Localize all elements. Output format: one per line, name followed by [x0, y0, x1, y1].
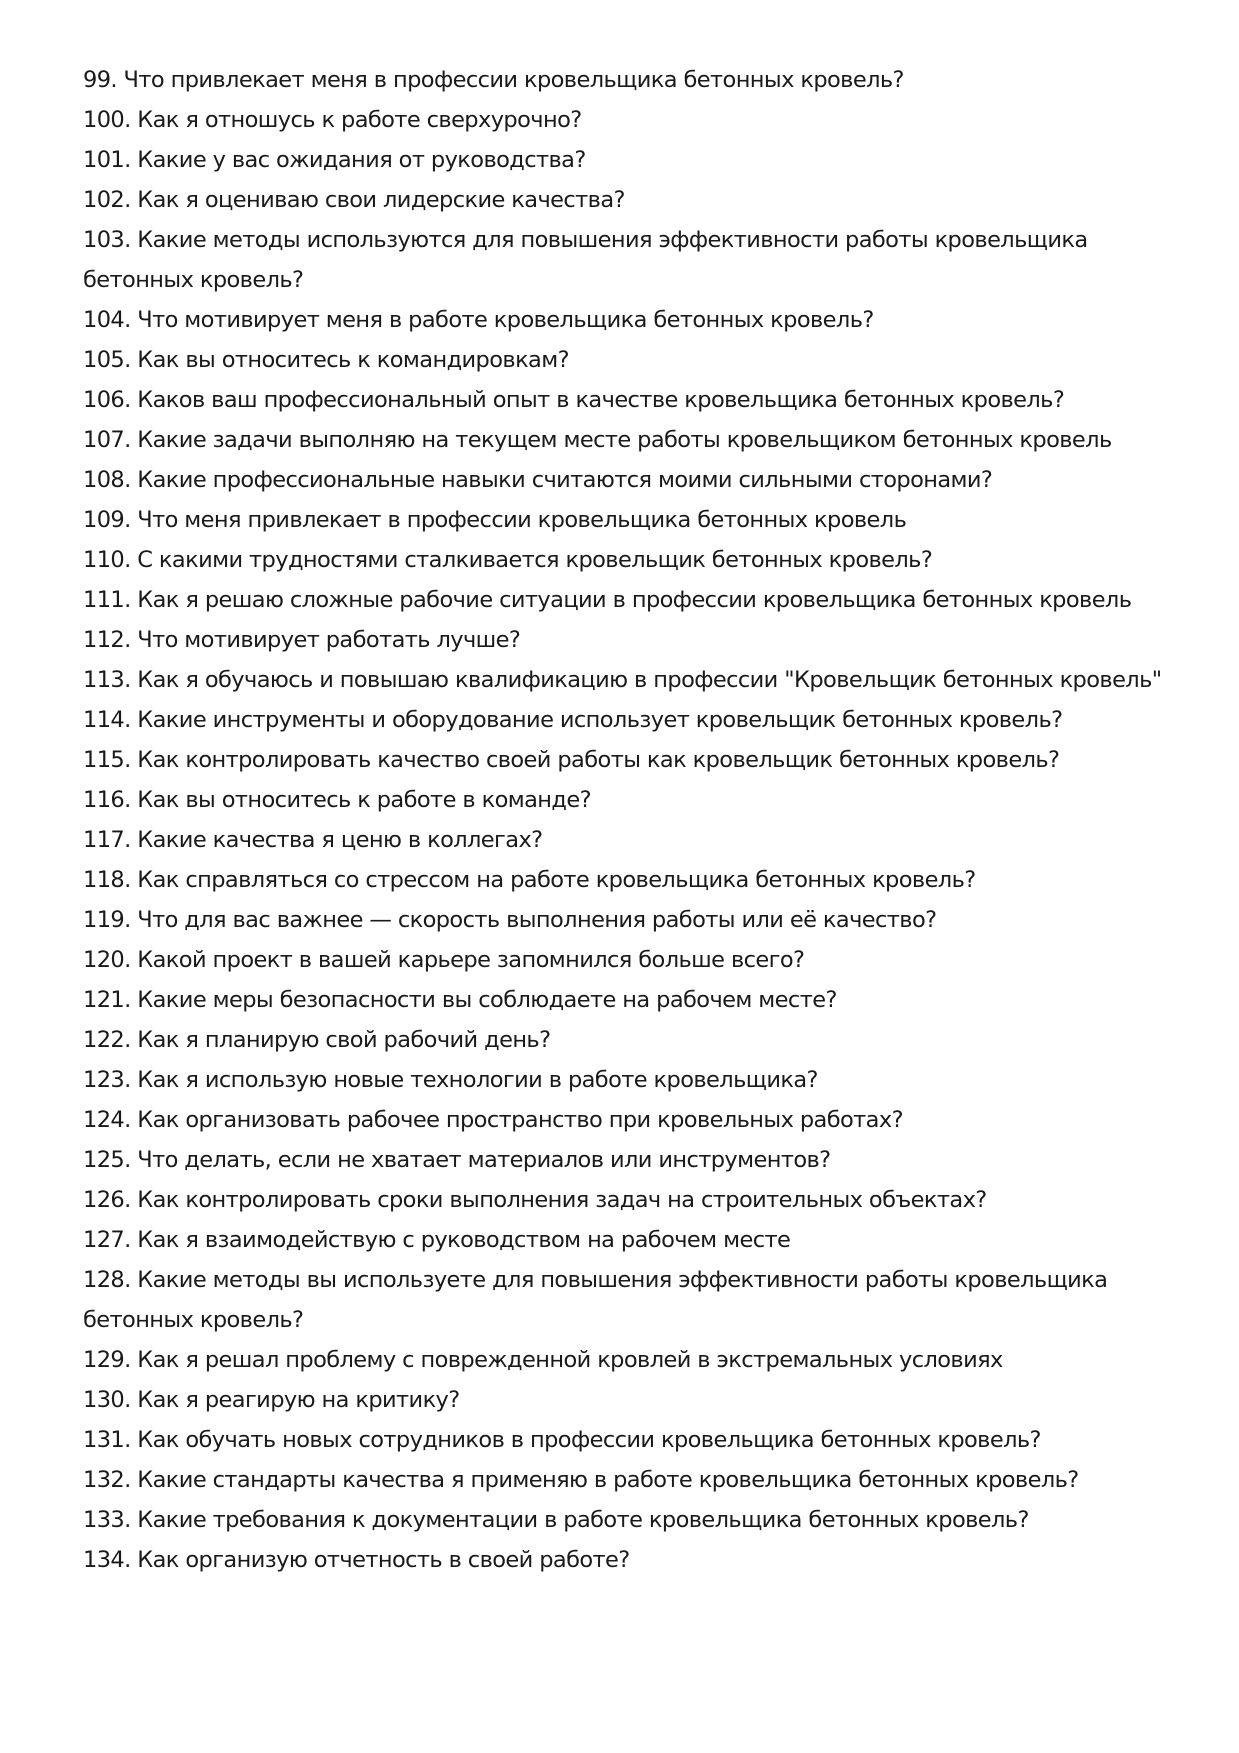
question-item: 116. Как вы относитесь к работе в команде?: [83, 787, 591, 813]
question-item: 111. Как я решаю сложные рабочие ситуации в профессии кровельщика бетонных кровель: [83, 587, 1132, 613]
question-item: 127. Как я взаимодействую с руководством на рабочем месте: [83, 1227, 791, 1253]
question-item: 100. Как я отношусь к работе сверхурочно?: [83, 107, 582, 133]
question-item: 130. Как я реагирую на критику?: [83, 1387, 460, 1413]
question-item: 126. Как контролировать сроки выполнения задач на строительных объектах?: [83, 1187, 987, 1213]
question-item: 120. Какой проект в вашей карьере запомнился больше всего?: [83, 947, 805, 973]
question-item: 133. Какие требования к документации в работе кровельщика бетонных кровель?: [83, 1507, 1029, 1533]
question-item: 128. Какие методы вы используете для повышения эффективности работы кровельщика бетонных кровель?: [83, 1267, 1108, 1333]
question-item: 131. Как обучать новых сотрудников в профессии кровельщика бетонных кровель?: [83, 1427, 1041, 1453]
question-item: 124. Как организовать рабочее пространство при кровельных работах?: [83, 1107, 903, 1133]
question-item: 106. Каков ваш профессиональный опыт в качестве кровельщика бетонных кровель?: [83, 387, 1065, 413]
question-item: 117. Какие качества я ценю в коллегах?: [83, 827, 543, 853]
question-item: 110. С какими трудностями сталкивается кровельщик бетонных кровель?: [83, 547, 933, 573]
question-item: 107. Какие задачи выполняю на текущем месте работы кровельщиком бетонных кровель: [83, 427, 1112, 453]
question-item: 121. Какие меры безопасности вы соблюдаете на рабочем месте?: [83, 987, 837, 1013]
question-item: 108. Какие профессиональные навыки считаются моими сильными сторонами?: [83, 467, 993, 493]
question-item: 132. Какие стандарты качества я применяю в работе кровельщика бетонных кровель?: [83, 1467, 1079, 1493]
question-item: 109. Что меня привлекает в профессии кровельщика бетонных кровель: [83, 507, 907, 533]
question-item: 101. Какие у вас ожидания от руководства?: [83, 147, 586, 173]
question-item: 125. Что делать, если не хватает материалов или инструментов?: [83, 1147, 831, 1173]
question-item: 114. Какие инструменты и оборудование использует кровельщик бетонных кровель?: [83, 707, 1063, 733]
question-item: 105. Как вы относитесь к командировкам?: [83, 347, 569, 373]
question-item: 99. Что привлекает меня в профессии кровельщика бетонных кровель?: [83, 67, 904, 93]
question-item: 103. Какие методы используются для повышения эффективности работы кровельщика бетонных кровель?: [83, 227, 1088, 293]
question-item: 129. Как я решал проблему с поврежденной кровлей в экстремальных условиях: [83, 1347, 1003, 1373]
question-list: [83, 60, 1163, 1580]
question-item: 119. Что для вас важнее — скорость выполнения работы или её качество?: [83, 907, 937, 933]
question-item: 102. Как я оцениваю свои лидерские качества?: [83, 187, 625, 213]
question-item: 112. Что мотивирует работать лучше?: [83, 627, 521, 653]
question-item: 113. Как я обучаюсь и повышаю квалификацию в профессии "Кровельщик бетонных кровель": [83, 667, 1162, 693]
question-item: 123. Как я использую новые технологии в работе кровельщика?: [83, 1067, 818, 1093]
question-item: 134. Как организую отчетность в своей работе?: [83, 1547, 630, 1573]
question-item: 104. Что мотивирует меня в работе кровельщика бетонных кровель?: [83, 307, 874, 333]
question-item: 122. Как я планирую свой рабочий день?: [83, 1027, 551, 1053]
question-item: 115. Как контролировать качество своей работы как кровельщик бетонных кровель?: [83, 747, 1060, 773]
document-page: [83, 60, 1163, 1580]
question-item: 118. Как справляться со стрессом на работе кровельщика бетонных кровель?: [83, 867, 976, 893]
